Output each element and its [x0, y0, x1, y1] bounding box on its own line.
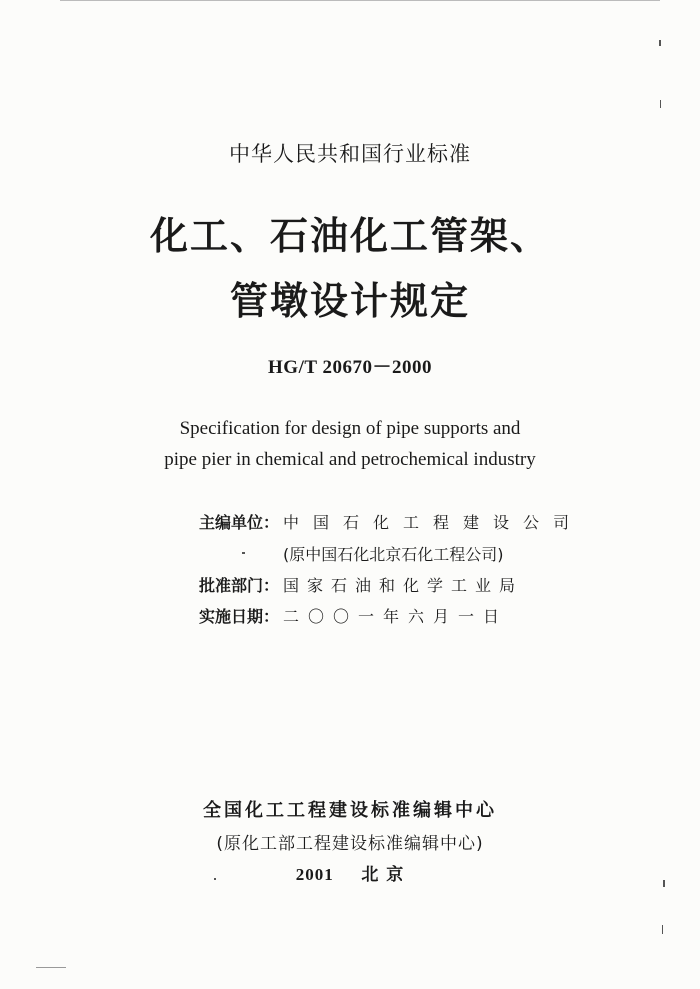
scan-mark: [60, 0, 660, 1]
scan-mark: [659, 40, 661, 46]
scan-mark: [242, 552, 245, 554]
standard-code: HG/T 20670－2000: [268, 357, 432, 378]
scan-mark: [214, 878, 216, 880]
editor-former: (原中国石化北京石化工程公司): [283, 545, 504, 564]
publication-year: 2001: [295, 865, 334, 884]
main-title-line-2: 管墩设计规定: [229, 279, 470, 323]
publisher-name: 全国化工工程建设标准编辑中心: [203, 800, 497, 821]
scan-mark: [660, 100, 661, 108]
scan-mark: [663, 880, 665, 887]
approver-label: 批准部门：: [199, 576, 280, 595]
publication-city: 北 京: [361, 865, 405, 885]
effective-date-label: 实施日期：: [199, 607, 280, 626]
approver-row: [199, 573, 523, 597]
editor-label: 主编单位：: [199, 513, 280, 532]
standard-category-header: 中华人民共和国行业标准: [229, 142, 471, 166]
main-title-line-1: 化工、石油化工管架、: [149, 214, 550, 258]
effective-date-row: [199, 604, 508, 628]
publisher-former-name: (原化工部工程建设标准编辑中心): [216, 834, 484, 854]
approver-value: 国家石油和化学工业局: [283, 576, 524, 595]
english-title-line-2: pipe pier in chemical and petrochemical industry: [164, 449, 536, 470]
editor-former-row: [283, 542, 504, 566]
scan-mark: [36, 967, 66, 968]
editor-value: 中国石化工程建设公司: [283, 513, 584, 532]
publication-line: [0, 860, 700, 885]
effective-date-value: 二〇〇一年六月一日: [283, 607, 509, 626]
scan-mark: [662, 925, 663, 934]
english-title-line-1: Specification for design of pipe supports and: [179, 418, 521, 439]
editor-row: [199, 510, 583, 534]
